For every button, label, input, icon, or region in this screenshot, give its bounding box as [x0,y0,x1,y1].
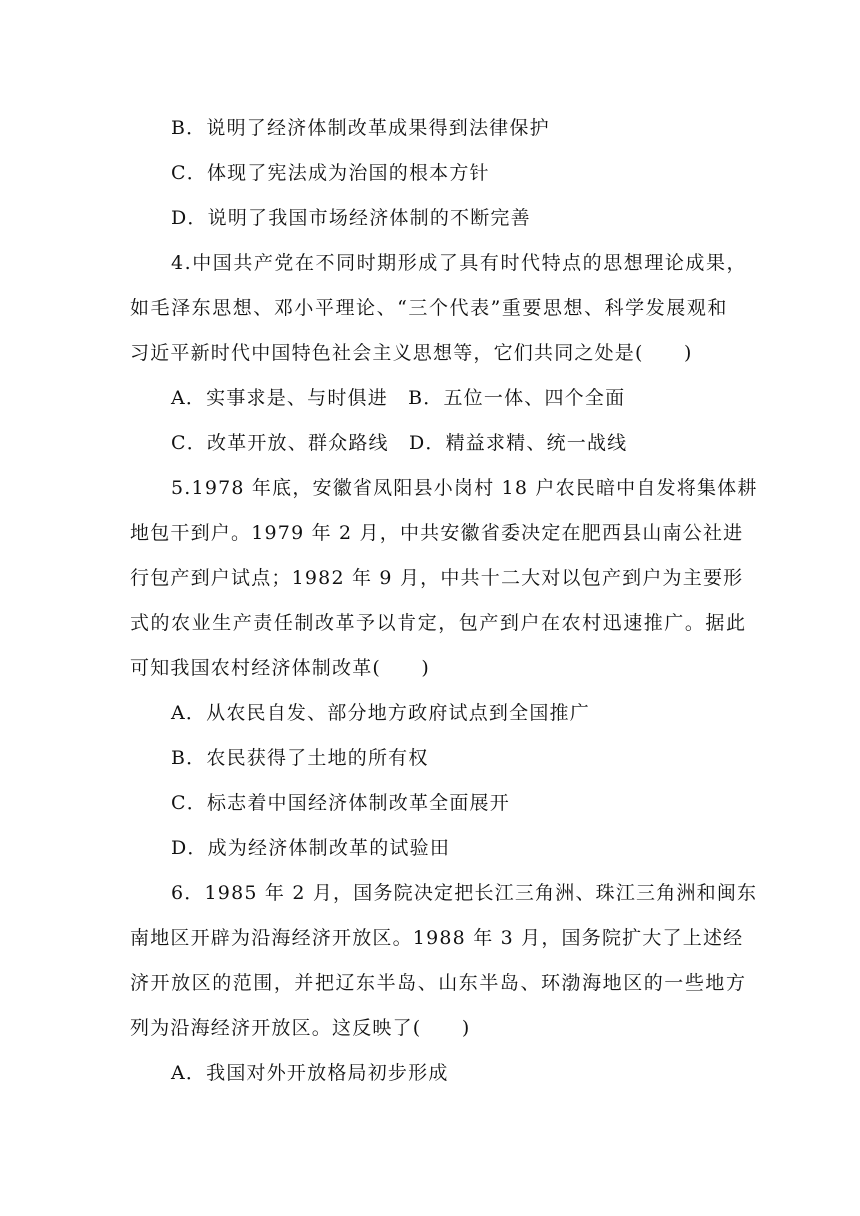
q6-stem-line-4: 列为沿海经济开放区。这反映了( ) [130,1017,471,1039]
q4-options-row-1: A．实事求是、与时俱进 B．五位一体、四个全面 [171,387,626,409]
q4-options-row-2: C．改革开放、群众路线 D．精益求精、统一战线 [171,432,628,454]
q4-stem-line-3: 习近平新时代中国特色社会主义思想等，它们共同之处是( ) [130,342,693,364]
q5-option-b: B．农民获得了土地的所有权 [171,747,429,769]
q3-option-d: D．说明了我国市场经济体制的不断完善 [171,207,531,229]
q4-stem-line-2: 如毛泽东思想、邓小平理论、“三个代表”重要思想、科学发展观和 [130,297,728,319]
q6-stem-line-2: 南地区开辟为沿海经济开放区。1988 年 3 月，国务院扩大了上述经 [130,927,744,949]
q5-stem-line-1: 5.1978 年底，安徽省凤阳县小岗村 18 户农民暗中自发将集体耕 [171,477,758,499]
q5-stem-line-3: 行包产到户试点；1982 年 9 月，中共十二大对以包产到户为主要形 [130,567,744,589]
q5-option-c: C．标志着中国经济体制改革全面展开 [171,792,510,814]
q6-option-a: A．我国对外开放格局初步形成 [171,1062,449,1084]
q5-stem-line-4: 式的农业生产责任制改革予以肯定，包产到户在农村迅速推广。据此 [130,612,747,634]
q4-stem-line-1: 4.中国共产党在不同时期形成了具有时代特点的思想理论成果， [171,252,748,274]
q6-stem-line-1: 6．1985 年 2 月，国务院决定把长江三角洲、珠江三角洲和闽东 [171,882,758,904]
q5-stem-line-5: 可知我国农村经济体制改革( ) [130,657,431,679]
q5-option-d: D．成为经济体制改革的试验田 [171,837,451,859]
q3-option-c: C．体现了宪法成为治国的根本方针 [171,162,490,184]
q6-stem-line-3: 济开放区的范围，并把辽东半岛、山东半岛、环渤海地区的一些地方 [130,972,747,994]
q3-option-b: B．说明了经济体制改革成果得到法律保护 [171,117,550,139]
q5-stem-line-2: 地包干到户。1979 年 2 月，中共安徽省委决定在肥西县山南公社进 [130,522,744,544]
q5-option-a: A．从农民自发、部分地方政府试点到全国推广 [171,702,590,724]
